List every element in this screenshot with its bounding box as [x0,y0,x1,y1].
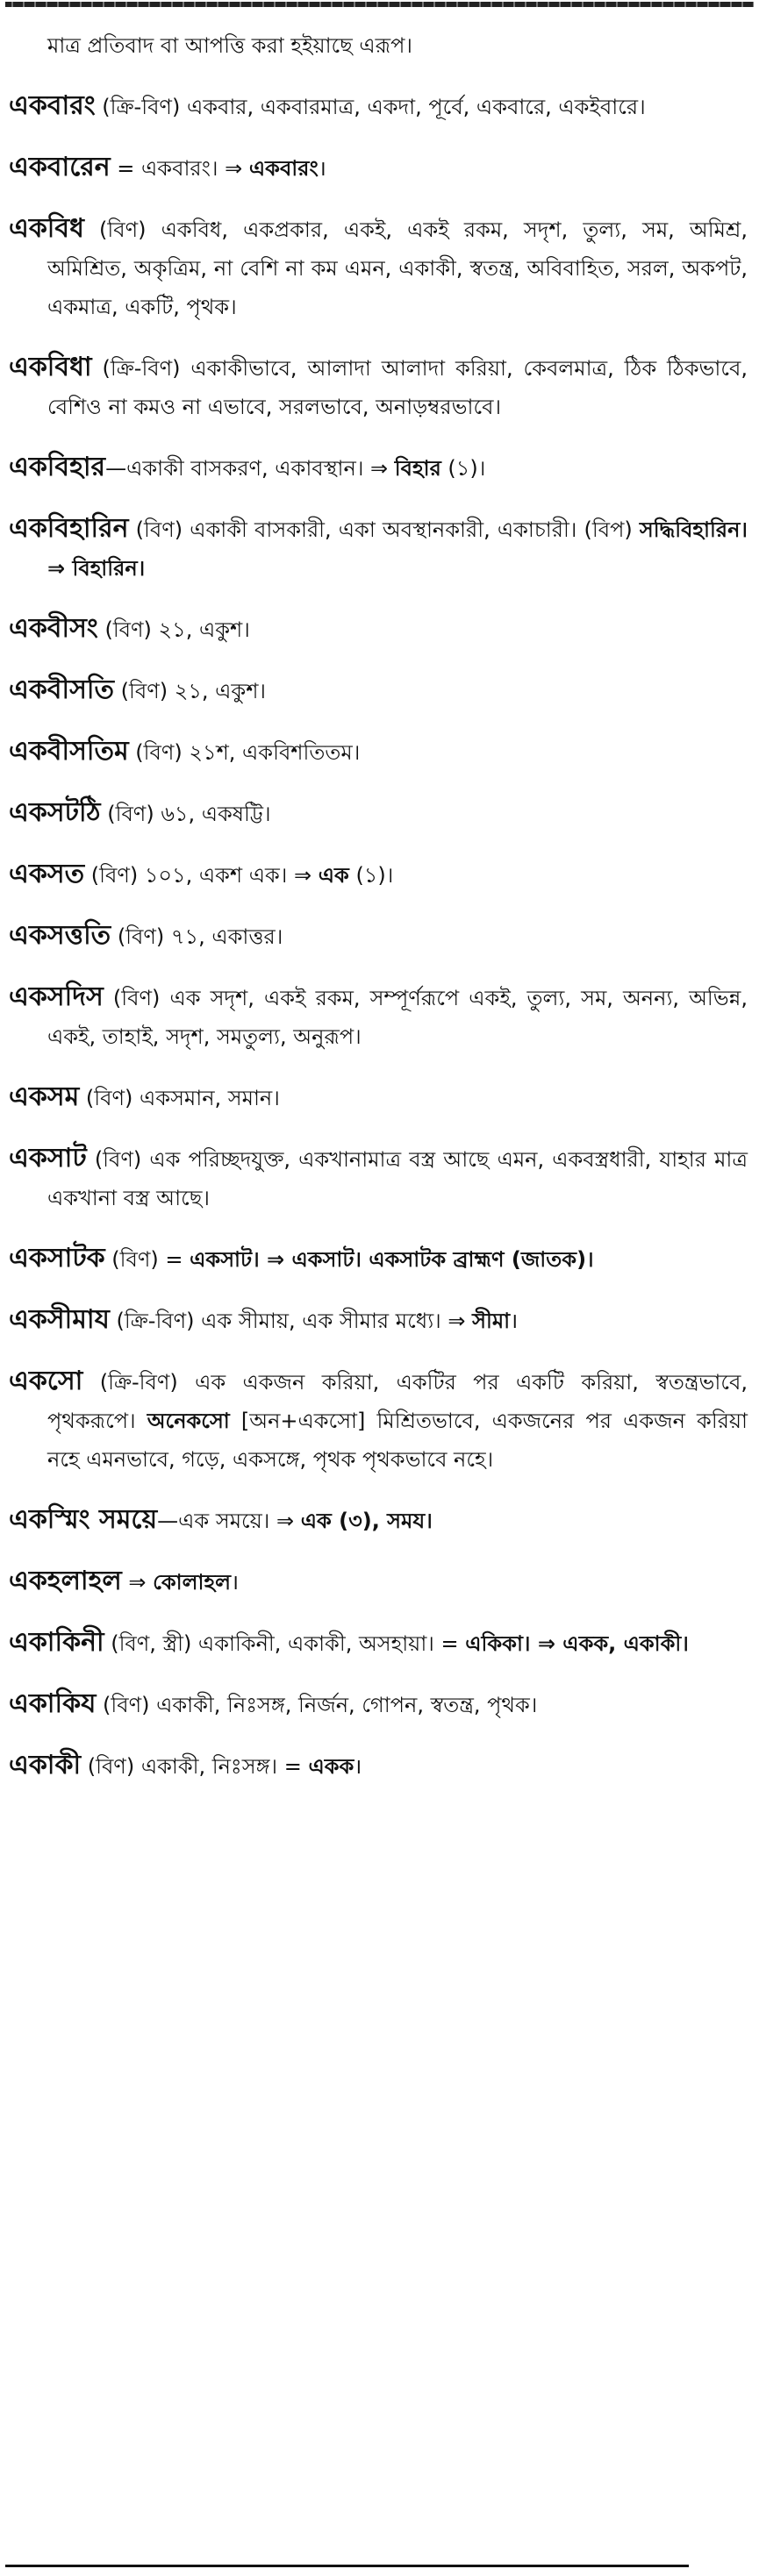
entry-ekakini: একাকিনী (বিণ, স্ত্রী) একাকিনী, একাকী, অসহায়া। = একিকা। ⇒ একক, একাকী। [9,1627,689,1658]
entry-ekaki: একাকী (বিণ) একাকী, নিঃসঙ্গ। = একক। [9,1750,362,1780]
headword: একাকী [9,1750,82,1780]
headword: একসত [9,859,85,889]
cross-reference: এক [300,1509,332,1533]
headword: একসটঠি [9,797,101,828]
cross-reference: একবারং [248,156,319,181]
entry-ekbarang: একবারং (ক্রি-বিণ) একবার, একবারমাত্র, একদা, পূর্বে, একবারে, একইবারে। [9,90,646,121]
headword: একহলাহল [9,1566,122,1596]
entry-ekbaren: একবারেন = একবারং। ⇒ একবারং। [9,152,326,182]
entry-eksam: একসম (বিণ) একসমান, সমান। [9,1081,280,1112]
entry-eksatak: একসাটক (বিণ) = একসাট। ⇒ একসাট। একসাটক ব্রাহ্মণ (জাতক)। [9,1243,594,1274]
entry-eksattati: একসত্ততি (বিণ) ৭১, একাত্তর। [9,920,283,951]
top-border-rule [5,2,754,7]
headword: একসত্ততি [9,920,111,951]
entry-ekbisatim: একবীসতিম (বিণ) ২১শ, একবিশতিতম। [9,736,361,767]
cross-reference: সীমা [472,1309,511,1333]
entry-continuation: মাত্র প্রতিবাদ বা আপত্তি করা হইয়াছে এরূপ। [47,33,412,58]
bottom-underline-rule [5,2565,689,2567]
headword: একসো [9,1366,83,1396]
cross-reference: বিহার [394,456,441,481]
entry-ekhalahal: একহলাহল ⇒ কোলাহল। [9,1566,240,1596]
cross-reference: কোলাহল [153,1570,231,1595]
headword: একবারং [9,90,96,121]
sub-headword: অনেকসো [147,1409,230,1433]
entry-eksatthi: একসটঠি (বিণ) ৬১, একষট্টি। [9,797,271,828]
headword: একবিহার [9,452,106,482]
entry-eksimay: একসীমায (ক্রি-বিণ) এক সীমায়, এক সীমার মধ্যে। ⇒ সীমা। [9,1304,519,1335]
cross-reference: এক [318,863,349,888]
headword: একাকিনী [9,1627,104,1658]
headword: একবারেন [9,152,111,182]
entry-eksat-garment: একসাট (বিণ) এক পরিচ্ছদযুক্ত, একখানামাত্র বস্ত্র আছে এমন, একবস্ত্রধারী, যাহার মাত্র একখানা বস্ত্র আছে। [9,1143,748,1210]
entry-eksadis: একসদিস (বিণ) এক সদৃশ, একই রকম, সম্পূর্ণরূপে একই, তুল্য, সম, অনন্য, অভিন্ন, একই, তাহাই, সদৃশ, সমতুল্য, অনুরূপ। [9,981,748,1049]
headword: একসাটক [9,1243,105,1274]
entry-ekbisang: একবীসং (বিণ) ২১, একুশ। [9,613,250,644]
entry-ekasmin-samaye: একস্মিং সময়ে—এক সময়ে। ⇒ এক (৩), সময। [9,1504,433,1535]
headword: একাকিয [9,1688,97,1719]
headword: একসীমায [9,1304,110,1335]
headword: একবীসং [9,613,98,644]
entry-ekbidh: একবিধ (বিণ) একবিধ, একপ্রকার, একই, একই রকম, সদৃশ, তুল্য, সম, অমিশ্র, অমিশ্রিত, অকৃত্রিম, না বেশি না কম এমন, একাকী, স্বতন্ত্র, অবিবাহিত, সরল, অকপট, একমাত্র, একটি, পৃথক। [9,213,748,319]
headword: একবীসতি [9,674,115,705]
entry-ekbisati: একবীসতি (বিণ) ২১, একুশ। [9,674,267,705]
entry-ekbidha: একবিধা (ক্রি-বিণ) একাকীভাবে, আলাদা আলাদা করিয়া, কেবলমাত্র, ঠিক ঠিকভাবে, বেশিও না কমও না এভাবে, সরলভাবে, অনাড়ম্বরভাবে। [9,352,748,419]
cross-reference: একিকা [465,1631,523,1656]
cross-reference: একসাট [190,1247,253,1272]
entry-eksat: একসত (বিণ) ১০১, একশ এক। ⇒ এক (১)। [9,859,394,889]
headword: একবিধ [9,213,84,244]
headword: একসদিস [9,981,104,1012]
headword: একবীসতিম [9,736,129,767]
headword: একবিধা [9,352,92,382]
entry-ekakiy: একাকিয (বিণ) একাকী, নিঃসঙ্গ, নির্জন, গোপন, স্বতন্ত্র, পৃথক। [9,1688,538,1719]
cross-reference: সদ্ধিবিহারিন [639,517,741,542]
entry-ekbihar: একবিহার—একাকী বাসকরণ, একাবস্থান। ⇒ বিহার (১)। [9,452,486,482]
headword: একসাট [9,1143,87,1174]
entry-ekbiharin: একবিহারিন (বিণ) একাকী বাসকারী, একা অবস্থানকারী, একাচারী। (বিপ) সদ্ধিবিহারিন। ⇒ বিহারিন। [9,513,748,581]
headword: একস্মিং সময়ে [9,1504,158,1535]
entry-ekso: একসো (ক্রি-বিণ) এক একজন করিয়া, একটির পর একটি করিয়া, স্বতন্ত্রভাবে, পৃথকরূপে। অনেকসো [অন+একসো] মিশ্রিতভাবে, একজনের পর একজন করিয়া নহে এমনভাবে, গড়ে, একসঙ্গে, পৃথক পৃথকভাবে নহে। [9,1366,748,1472]
headword: একবিহারিন [9,513,129,544]
cross-reference: একক [308,1754,354,1779]
headword: একসম [9,1081,80,1112]
entry-list [9,26,748,1808]
